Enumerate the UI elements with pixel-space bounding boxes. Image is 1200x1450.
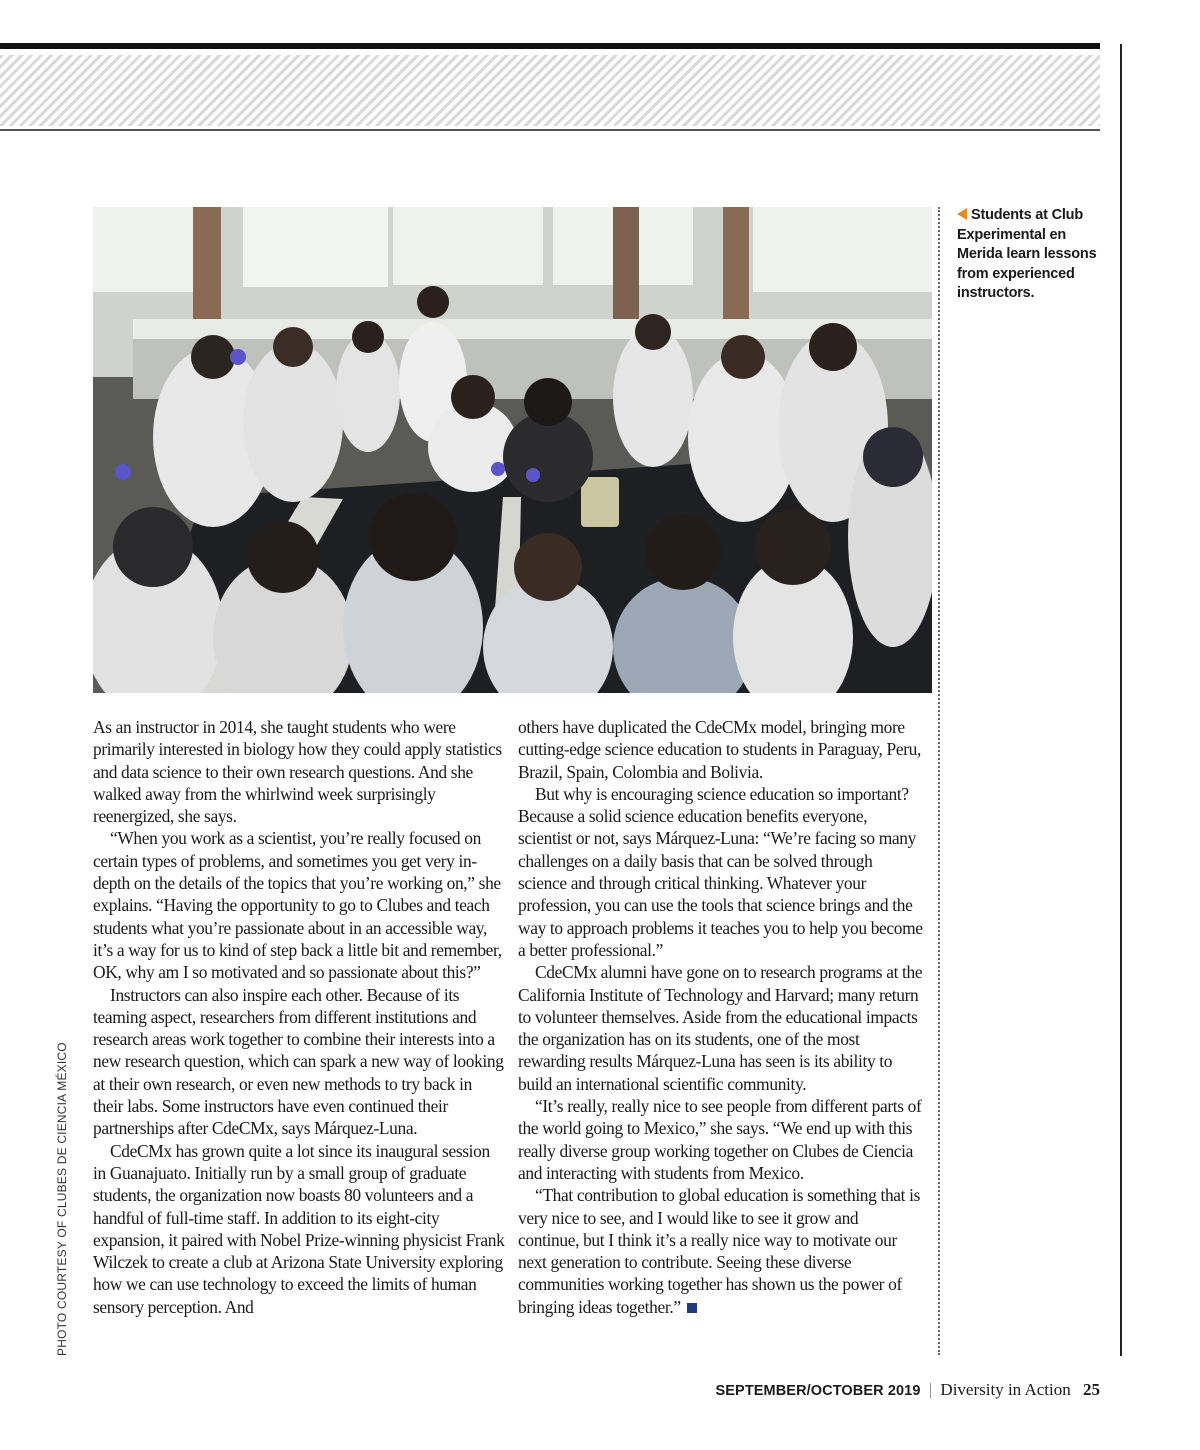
paragraph: But why is encouraging science education so important? Because a solid science education benefits everyone, scientist or not, says Márquez-Luna: “We’re facing so many challenges on a daily basis that can be solved through science and through critical thinking. Whatever your profession, you can use the tools that science brings and the way to approach problems it teaches you to help you become a better professional.” (518, 783, 923, 960)
header-band-rule (0, 129, 1100, 131)
header-hatch-band (0, 55, 1100, 126)
square-end-mark-icon (687, 1303, 697, 1313)
lab-photo (93, 207, 932, 693)
page-footer (716, 1380, 1100, 1400)
photo-caption (957, 206, 1107, 304)
caption-text: Students at Club Experimental en Merida learn lessons from experienced instructors. (957, 207, 1097, 301)
footer-separator: | (928, 1380, 933, 1399)
final-paragraph-text: “That contribution to global education is something that is very nice to see, and I would like to see it grow and continue, but I think it’s a really nice way to motivate our next generation to contribute. Seeing these diverse communities working together has shown us the power of bringing ideas together.” (518, 1185, 921, 1317)
photo-credit: PHOTO COURTESY OF CLUBES DE CIENCIA MÉXICO (55, 1042, 69, 1356)
right-edge-rule (1120, 44, 1122, 1356)
issue-date: SEPTEMBER/OCTOBER 2019 (715, 1383, 921, 1399)
paragraph-final (518, 1184, 923, 1318)
paragraph: As an instructor in 2014, she taught students who were primarily interested in biology how they could apply statistics and data science to their own research questions. And she walked away from the whirlwind week surprisingly reenergized, she says. (93, 717, 502, 827)
top-rule (0, 43, 1100, 49)
article-right-column (518, 716, 923, 1318)
caption-divider (938, 207, 940, 1355)
paragraph: CdeCMx alumni have gone on to research programs at the California Institute of Technology and Harvard; many return to volunteer themselves. Aside from the educational impacts the organization has on its students, one of the most rewarding results Márquez-Luna has seen is its ability to build an international scientific community. (518, 962, 923, 1094)
publication-name: Diversity in Action (940, 1380, 1071, 1399)
paragraph: CdeCMx has grown quite a lot since its inaugural session in Guanajuato. Initially run by a small group of graduate students, the organization now boasts 80 volunteers and a handful of full-time staff. In addition to its eight-city expansion, it paired with Nobel Prize-winning physicist Frank Wilczek to create a club at Arizona State University exploring how we can use technology to exceed the limits of human sensory perception. And (93, 1140, 505, 1317)
page-number: 25 (1083, 1380, 1100, 1399)
paragraph: “When you work as a scientist, you’re really focused on certain types of problems, and sometimes you get very in-depth on the details of the topics that you’re working on,” she explains. “Having the opportunity to go to Clubes and teach students what you’re passionate about in an accessible way, it’s a way for us to kind of step back a little bit and remember, OK, why am I so motivated and so passionate about this?” (93, 828, 502, 983)
paragraph: Instructors can also inspire each other. Because of its teaming aspect, researchers from different institutions and research areas work together to combine their interests into a new research question, which can spark a new way of looking at their own research, or even new methods to try back in their labs. Some instructors have even continued their partnerships after CdeCMx, says Márquez-Luna. (93, 984, 504, 1139)
paragraph: others have duplicated the CdeCMx model, bringing more cutting-edge science education to students in Paraguay, Peru, Brazil, Spain, Colombia and Bolivia. (518, 717, 921, 782)
article-left-column (93, 716, 505, 1318)
paragraph: “It’s really, really nice to see people from different parts of the world going to Mexico,” she says. “We end up with this really diverse group working together on Clubes de Ciencia and interacting with students from Mexico. (518, 1096, 922, 1183)
triangle-left-icon (957, 208, 967, 220)
